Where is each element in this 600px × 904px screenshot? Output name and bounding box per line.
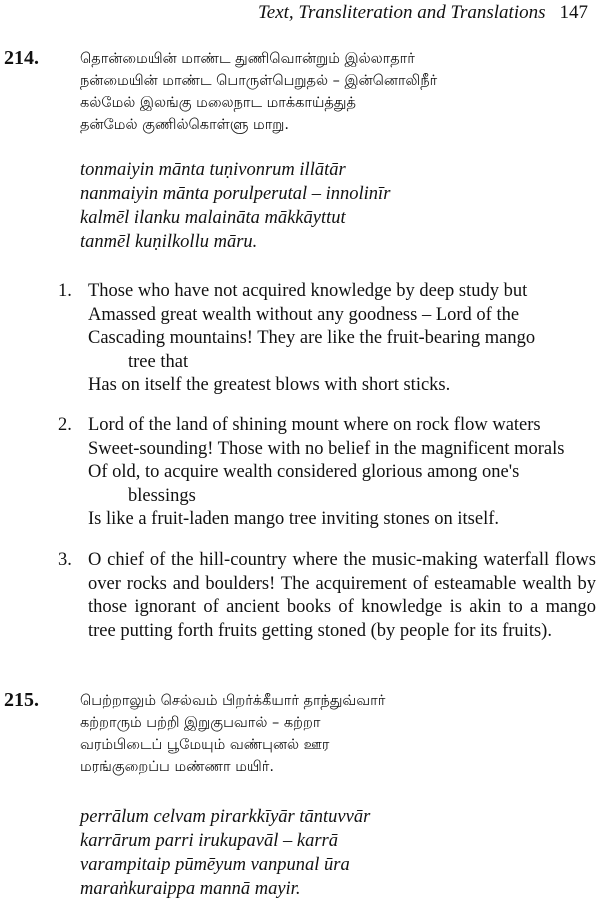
translit-line: tonmaiyin mānta tuṇivonrum illātār [80, 160, 346, 180]
tamil-line: கல்மேல் இலங்கு மலைநாட மாக்காய்த்துத் [80, 95, 356, 111]
tamil-line: நன்மையின் மாண்ட பொருள்பெறுதல் – இன்னொலிநீர் [80, 73, 438, 89]
tamil-line: தொன்மையின் மாண்ட துணிவொன்றும் இல்லாதார் [80, 51, 415, 67]
transliteration [80, 805, 370, 901]
transliteration [80, 158, 390, 254]
translit-line: tanmēl kuṇilkollu māru. [80, 232, 258, 252]
tamil-verse [80, 48, 437, 136]
tamil-line: பெற்றாலும் செல்வம் பிறர்க்கீயார் தாந்துவ்வார் [80, 693, 386, 709]
translation-line: Cascading mountains! They are like the fruit-bearing mango [88, 328, 536, 348]
translation-line: Those who have not acquired knowledge by deep study but [88, 281, 528, 301]
tamil-verse [80, 690, 385, 778]
tamil-line: வரம்பிடைப் பூமேயும் வண்புனல் ஊர [80, 737, 330, 753]
translit-line: karrārum parri irukupavāl – karrā [80, 831, 338, 851]
translation-line: Has on itself the greatest blows with short sticks. [88, 375, 451, 395]
translation-number: 2. [58, 415, 72, 435]
translation-3 [58, 549, 596, 643]
page-number: 147 [559, 2, 588, 23]
translation-paragraph: O chief of the hill-country where the music-making waterfall flows over rocks and boulders! The acquirement of esteamable wealth by those ignorant of ancient books of knowledge is akin to a mango tree putting forth fruits getting stoned (by people for its fruits). [88, 550, 596, 641]
verse-number: 215. [4, 689, 39, 711]
translation-line: blessings [128, 485, 196, 506]
translation-line: Of old, to acquire wealth considered glorious among one's [88, 462, 520, 482]
translit-line: varampitaip pūmēyum vanpunal ūra [80, 855, 350, 875]
translit-line: perrālum celvam pirarkkīyār tāntuvvār [80, 807, 371, 827]
translation-line: Lord of the land of shining mount where on rock flow waters [88, 415, 541, 435]
translit-line: kalmēl ilanku malaināta mākkāyttut [80, 208, 346, 228]
translation-line: Sweet-sounding! Those with no belief in the magnificent morals [88, 438, 565, 459]
translit-line: nanmaiyin mānta porulperutal – innolinīr [80, 184, 391, 204]
running-header [258, 2, 588, 24]
translation-number: 1. [58, 281, 72, 301]
tamil-line: கற்றாரும் பற்றி இறுகுபவால் – கற்றா [80, 715, 321, 731]
tamil-line: தன்மேல் குணில்கொள்ளு மாறு. [80, 117, 290, 133]
translation-line: Amassed great wealth without any goodness – Lord of the [88, 304, 520, 325]
translation-line: tree that [128, 351, 189, 372]
tamil-line: மரங்குறைப்ப மண்ணா மயிர். [80, 759, 274, 775]
translation-number: 3. [58, 550, 72, 570]
translation-2 [58, 414, 596, 532]
translit-line: maraṅkuraippa mannā mayir. [80, 879, 301, 899]
translation-1 [58, 280, 596, 398]
verse-number: 214. [4, 47, 39, 69]
translation-line: Is like a fruit-laden mango tree inviting stones on itself. [88, 509, 500, 529]
header-title: Text, Transliteration and Translations [257, 2, 546, 23]
